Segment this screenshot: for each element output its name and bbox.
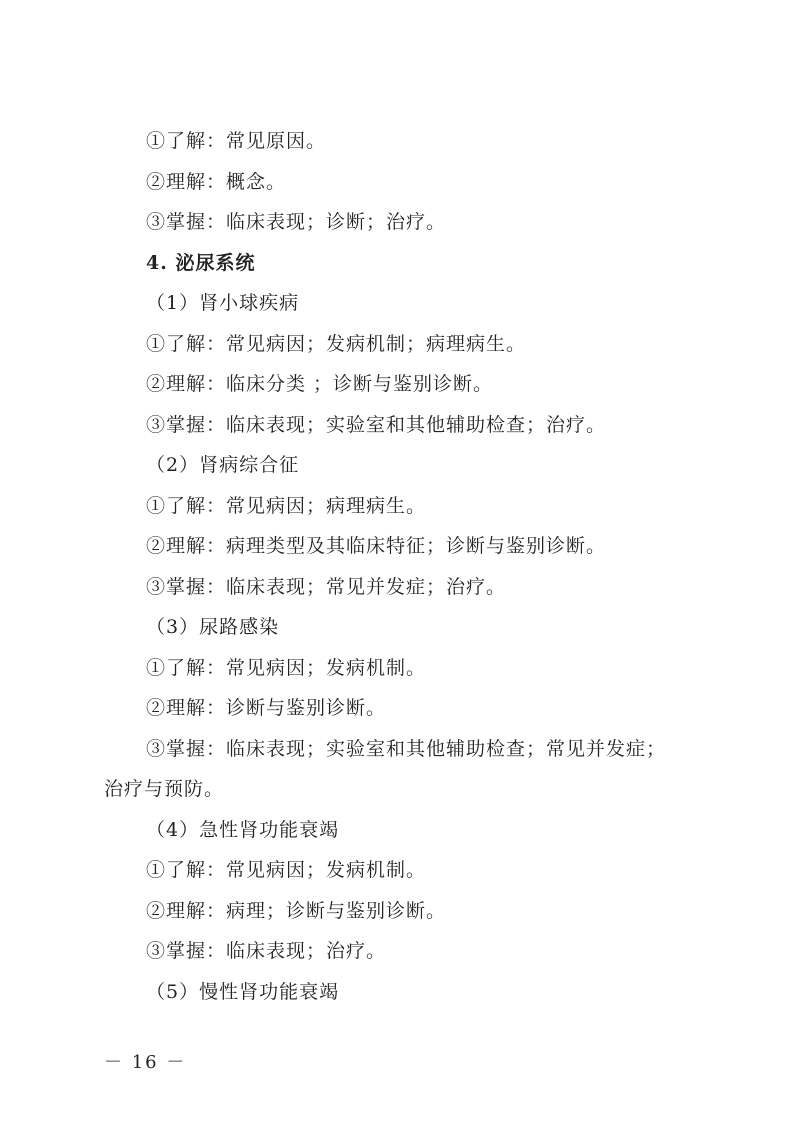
text-line: ②理解：概念。 — [146, 171, 287, 193]
subsection-heading: （1）肾小球疾病 — [146, 292, 300, 314]
subsection-heading: （3）尿路感染 — [146, 616, 280, 638]
subsection-heading: （4）急性肾功能衰竭 — [146, 819, 340, 841]
text-line: ③掌握：临床表现；常见并发症；治疗。 — [146, 576, 507, 598]
text-line: ②理解：临床分类 ；诊断与鉴别诊断。 — [146, 373, 494, 395]
text-line: ③掌握：临床表现；诊断；治疗。 — [146, 211, 447, 233]
text-line: ③掌握：临床表现；实验室和其他辅助检查；常见并发症； — [146, 738, 667, 760]
text-line: ①了解：常见病因；发病机制。 — [146, 859, 427, 881]
text-line: ①了解：常见病因；病理病生。 — [146, 495, 427, 517]
text-line: ③掌握：临床表现；治疗。 — [146, 940, 387, 962]
text-line: ①了解：常见病因；发病机制。 — [146, 657, 427, 679]
page-number: － 16 － — [104, 1052, 187, 1073]
text-line: ②理解：病理类型及其临床特征；诊断与鉴别诊断。 — [146, 535, 607, 557]
text-line: ③掌握：临床表现；实验室和其他辅助检查；治疗。 — [146, 414, 607, 436]
subsection-heading: （5）慢性肾功能衰竭 — [146, 981, 340, 1003]
text-line: ①了解：常见原因。 — [146, 130, 327, 152]
text-line-continuation: 治疗与预防。 — [104, 778, 225, 800]
text-line: ②理解：诊断与鉴别诊断。 — [146, 697, 387, 719]
text-line: ②理解：病理；诊断与鉴别诊断。 — [146, 900, 447, 922]
section-heading: 4. 泌尿系统 — [146, 252, 256, 274]
text-line: ①了解：常见病因；发病机制；病理病生。 — [146, 333, 527, 355]
subsection-heading: （2）肾病综合征 — [146, 454, 300, 476]
